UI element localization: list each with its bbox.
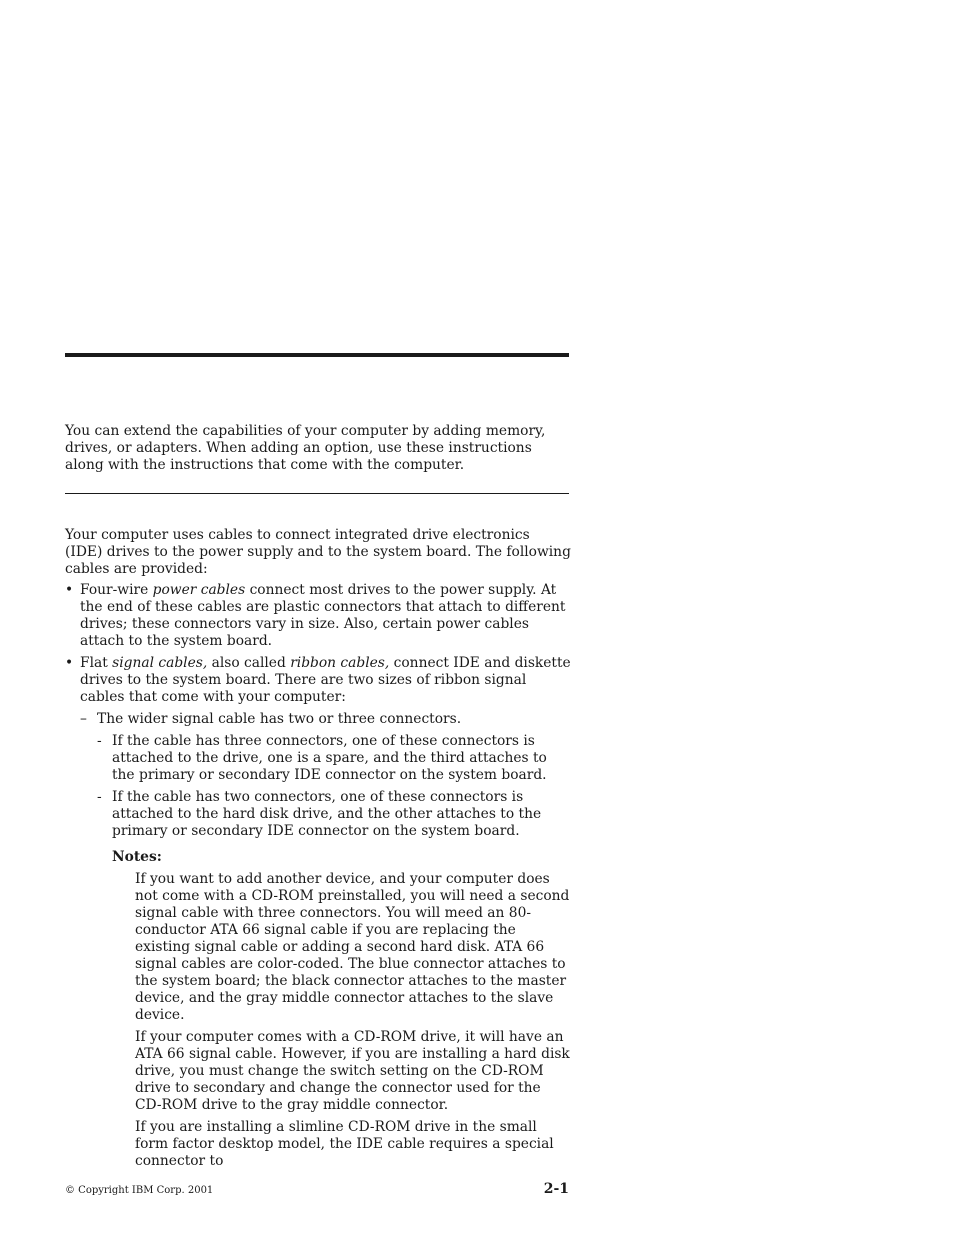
note-paragraph: If you want to add another device, and your computer does not come with a CD-ROM preinstalled, you will need a second signal cable with three connectors. You will meed an 80-conductor ATA 66 signal cable if you are replacing the existing signal cable or adding a second hard disk. ATA 66 signal cables are color-coded. The blue connector attaches to the system board; the black connector attaches to the master device, and the gray middle connector attaches to the slave device. <box>135 871 570 1023</box>
notes-heading: Notes: <box>112 849 162 865</box>
list-item-signal-cables <box>65 655 571 1170</box>
list-item-power-cables <box>65 582 571 650</box>
page-number: 2-1 <box>543 1181 569 1197</box>
intro-paragraph: You can extend the capabilities of your computer by adding memory, drives, or adapters. When adding an option, use these instructions along with the instructions that come with the computer. <box>65 423 546 473</box>
list-item-text: connect IDE and diskette drives to the system board. There are two sizes of ribbon signal cables that come with your computer: <box>80 655 571 705</box>
cables-lead-paragraph: Your computer uses cables to connect integrated drive electronics (IDE) drives to the power supply and to the system board. The following cables are provided: <box>65 527 571 577</box>
bullet-mark: • <box>65 655 74 671</box>
hyphen-mark: - <box>97 733 102 749</box>
list-item-text: Flat <box>80 655 113 671</box>
list-item-three-connectors <box>97 733 571 784</box>
signal-cable-sublist <box>80 711 571 1170</box>
list-item-wider-cable <box>80 711 571 1170</box>
hyphen-mark: - <box>97 789 102 805</box>
term-signal-cables: signal cables, <box>112 655 208 671</box>
list-item-text: If the cable has three connectors, one of these connectors is attached to the drive, one is a spare, and the third attaches to the primary or secondary IDE connector on the system board. <box>112 733 547 783</box>
connector-sublist <box>97 733 571 840</box>
list-item-two-connectors <box>97 789 571 840</box>
note-paragraph: If you are installing a slimline CD-ROM drive in the small form factor desktop model, the IDE cable requires a special connector to <box>135 1119 554 1169</box>
list-item-text: connect most drives to the power supply. At the end of these cables are plastic connectors that attach to different drives; these connectors vary in size. Also, certain power cables attach to the system board. <box>80 582 566 649</box>
cable-types-list <box>65 582 571 1170</box>
term-ribbon-cables: ribbon cables, <box>290 655 390 671</box>
bullet-mark: • <box>65 582 74 598</box>
list-item-text: Four-wire <box>80 582 153 598</box>
note-paragraph: If your computer comes with a CD-ROM drive, it will have an ATA 66 signal cable. However, if you are installing a hard disk drive, you must change the switch setting on the CD-ROM drive to secondary and change the connector used for the CD-ROM drive to the gray middle connector. <box>135 1029 570 1113</box>
chapter-rule <box>65 353 569 357</box>
list-item-text: If the cable has two connectors, one of these connectors is attached to the hard disk drive, and the other attaches to the primary or secondary IDE connector on the system board. <box>112 789 542 839</box>
footer-copyright: © Copyright IBM Corp. 2001 <box>65 1185 214 1196</box>
list-item-text: The wider signal cable has two or three connectors. <box>97 711 462 727</box>
section-rule <box>65 493 569 494</box>
list-item-text: also called <box>207 655 291 671</box>
cables-section <box>65 527 571 1175</box>
term-power-cables: power cables <box>152 582 246 598</box>
dash-mark: – <box>80 711 87 727</box>
intro-section <box>65 423 571 474</box>
